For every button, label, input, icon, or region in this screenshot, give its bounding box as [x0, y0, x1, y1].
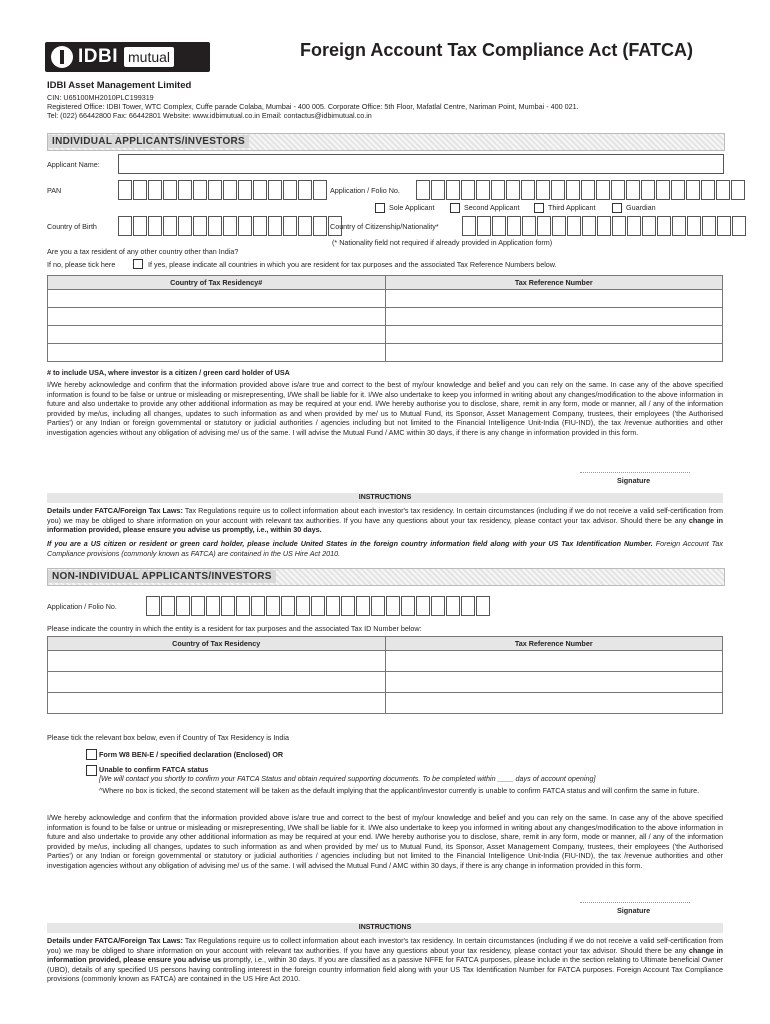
unable-fatca-checkbox[interactable] — [86, 765, 97, 776]
birth-country-field[interactable] — [118, 216, 343, 236]
folio-field[interactable] — [416, 180, 746, 200]
table-header: Country of Tax Residency# — [48, 276, 386, 290]
ni-country-prompt: Please indicate the country in which the entity is a resident for tax purposes and the associated Tax ID Number below: — [47, 624, 422, 633]
idbi-mutual-logo — [45, 42, 210, 72]
w8-ben-e-option: Form W8 BEN-E / specified declaration (Enclosed) OR — [99, 750, 284, 759]
ni-folio-label: Application / Folio No. — [47, 602, 117, 611]
instructions-title: INSTRUCTIONS — [47, 493, 723, 503]
citizenship-field[interactable] — [462, 216, 747, 236]
page-title: Foreign Account Tax Compliance Act (FATCA) — [300, 40, 694, 60]
individual-declaration: I/We hereby acknowledge and confirm that the information provided above is/are true and correct to the best of my/our knowledge and belief and you can rely on the same. In case any of the above specified information is found to be false or untrue or misleading or misrepresenting, I/We shall be liable for it. I/We also undertake to keep you informed in writing about any changes/modification to the above information in future and also undertake to provide any other additional information as may be required at your end. I/We hereby authorise you to disclose, share, remit in any form, mode or manner, all / any of the information provided by me/us, including all changes, updates to such information as and when provided by me/ us to Mutual Fund, its Sponsor, Asset Management Company, trustees, their employees ('the Authorised Parties') or any Indian or foreign governmental or statutory or judicial authorities / agencies including but not limited to the Financial Intelligence Unit-India (FIU-IND), the tax /revenue authorities and other investigation agencies without any obligation of advising me/ us of the same. I will advise the Mutual Fund / AMC within 30 days, if there is any change in information provided in this form. — [47, 380, 723, 437]
individual-tax-table — [47, 275, 723, 362]
table-header: Tax Reference Number — [385, 637, 723, 651]
cin: CIN: U65100MH2010PLC199319 — [47, 93, 154, 102]
if-no-checkbox[interactable] — [133, 259, 143, 269]
birth-country-label: Country of Birth — [47, 222, 97, 231]
table-row[interactable] — [48, 344, 723, 362]
unable-fatca-option: Unable to confirm FATCA status — [99, 765, 209, 774]
table-row[interactable] — [48, 651, 723, 672]
role-third[interactable]: Third Applicant — [534, 203, 596, 213]
logo-sub: mutual — [124, 47, 174, 67]
nationality-note: (* Nationality field not required if already provided in Application form) — [332, 238, 553, 247]
ni-instructions-title: INSTRUCTIONS — [47, 923, 723, 933]
checkbox[interactable] — [612, 203, 622, 213]
office-address: Registered Office: IDBI Tower, WTC Complex, Cuffe parade Colaba, Mumbai - 400 005. Corporate Office: 5th Floor, Mafatlal Centre, Nariman Point, Mumbai - 400 021. — [47, 102, 579, 111]
role-second[interactable]: Second Applicant — [450, 203, 520, 213]
ni-signature-label: Signature — [617, 906, 651, 915]
role-guardian[interactable]: Guardian — [612, 203, 656, 213]
non-individual-instructions: Details under FATCA/Foreign Tax Laws: Tax Regulations require us to collect information about each investor's tax residency. In certain circumstances (including if we do not receive a valid self-certification from you) we may be obliged to share information on your account with relevant tax authorities. If you have any questions about your tax residency, please contact your tax advisor. Should there be any change in information provided, please ensure you advise us promptly, i.e., within 30 days. If you are classified as a passive NFFE for FATCA purposes, please include in the section relating to Ultimate beneficial Owner (UBO), details of any specified US persons having controlling interest in the foreign country information field along with your US Tax Identification Number for FATCA purposes. Foreign Account Tax Compliance provisions (commonly known as FATCA) are contained in the US Hire Act 2010. — [47, 936, 724, 983]
idbi-logo-icon — [51, 46, 73, 68]
table-row[interactable] — [48, 326, 723, 344]
table-row[interactable] — [48, 290, 723, 308]
non-individual-declaration: I/We hereby acknowledge and confirm that the information provided above is/are true and correct to the best of my/our knowledge and belief and you can rely on the same. In case any of the above specified information is found to be false or untrue or misleading or misrepresenting, I/We shall be liable for it. I/We also undertake to keep you informed in writing about any changes/modification to the above information in future and also undertake to provide any other additional information as may be required at your end. I/We hereby authorise you to disclose, share, remit in any form, mode or manner, all / any of the information provided by me/us, including all changes, updates to such information as and when provided by me/ us to Mutual Fund, its Sponsor, Asset Management Company, trustees, their employees ('the Authorised Parties') or any Indian or foreign governmental or statutory or judicial authorities / agencies including but not limited to the Financial Intelligence Unit-India (FIU-IND), the tax /revenue authorities and other investigation agencies without any obligation of advising me/ us of the same. I will advised the Mutual Fund / AMC within 30 days, if there is any change in information provided in this form. — [47, 813, 723, 870]
individual-instructions-us: If you are a US citizen or resident or green card holder, please include United States in the foreign country information field along with your US Tax Identification Number. Foreign Account Tax Compliance provisions (commonly known as FATCA) are contained in the US Hire Act 2010. — [47, 539, 723, 558]
applicant-name-label: Applicant Name: — [47, 160, 100, 169]
company-name: IDBI Asset Management Limited — [47, 80, 192, 91]
signature-label: Signature — [617, 476, 651, 485]
if-no-label: If no, please tick here — [47, 260, 116, 269]
ni-tick-prompt: Please tick the relevant box below, even if Country of Tax Residency is India — [47, 733, 289, 742]
signature-line — [580, 472, 690, 473]
checkbox[interactable] — [534, 203, 544, 213]
unable-fatca-note: [We will contact you shortly to confirm your FATCA Status and obtain required supporting documents. To be completed within ____ days of account opening] — [99, 774, 596, 783]
table-row[interactable] — [48, 672, 723, 693]
folio-label: Application / Folio No. — [330, 186, 400, 195]
applicant-name-field[interactable] — [118, 154, 724, 174]
caret-note: ^Where no box is ticked, the second statement will be taken as the default implying that the applicant/investor currently is unable to confirm FATCA status and will confirm the same in future. — [99, 786, 700, 795]
table-row[interactable] — [48, 693, 723, 714]
checkbox[interactable] — [450, 203, 460, 213]
non-individual-section-header — [47, 568, 725, 586]
w8-ben-e-checkbox[interactable] — [86, 749, 97, 760]
if-yes-label: If yes, please indicate all countries in which you are resident for tax purposes and the associated Tax Reference Numbers below. — [148, 260, 557, 269]
ni-signature-line — [580, 902, 690, 903]
table-row[interactable] — [48, 308, 723, 326]
tax-resident-question: Are you a tax resident of any other country other than India? — [47, 247, 239, 256]
citizenship-label: Country of Citizenship/Nationality* — [330, 222, 439, 231]
logo-brand: IDBI — [78, 46, 118, 67]
pan-label: PAN — [47, 186, 62, 195]
role-sole[interactable]: Sole Applicant — [375, 203, 435, 213]
pan-field[interactable] — [118, 180, 328, 200]
usa-footnote: # to include USA, where investor is a citizen / green card holder of USA — [47, 368, 290, 377]
individual-section-header — [47, 133, 725, 151]
non-individual-section-title: NON-INDIVIDUAL APPLICANTS/INVESTORS — [48, 570, 276, 583]
ni-folio-field[interactable] — [146, 596, 491, 616]
table-header: Tax Reference Number — [385, 276, 723, 290]
non-individual-tax-table — [47, 636, 723, 714]
table-header: Country of Tax Residency — [48, 637, 386, 651]
contact-info: Tel: (022) 66442800 Fax: 66442801 Website: www.idbimutual.co.in Email: contactus@idbimutual.co.in — [47, 111, 372, 120]
individual-instructions: Details under FATCA/Foreign Tax Laws: Tax Regulations require us to collect information about each investor's tax residency. In certain circumstances (including if we do not receive a valid self-certification from you) we may be obliged to share information on your account with relevant tax authorities. If you have any questions about your tax residency, please contact your tax advisor. Should there be any change in information provided, please ensure you advise us promptly, i.e., within 30 days. — [47, 506, 724, 534]
individual-section-title: INDIVIDUAL APPLICANTS/INVESTORS — [48, 135, 249, 148]
checkbox[interactable] — [375, 203, 385, 213]
